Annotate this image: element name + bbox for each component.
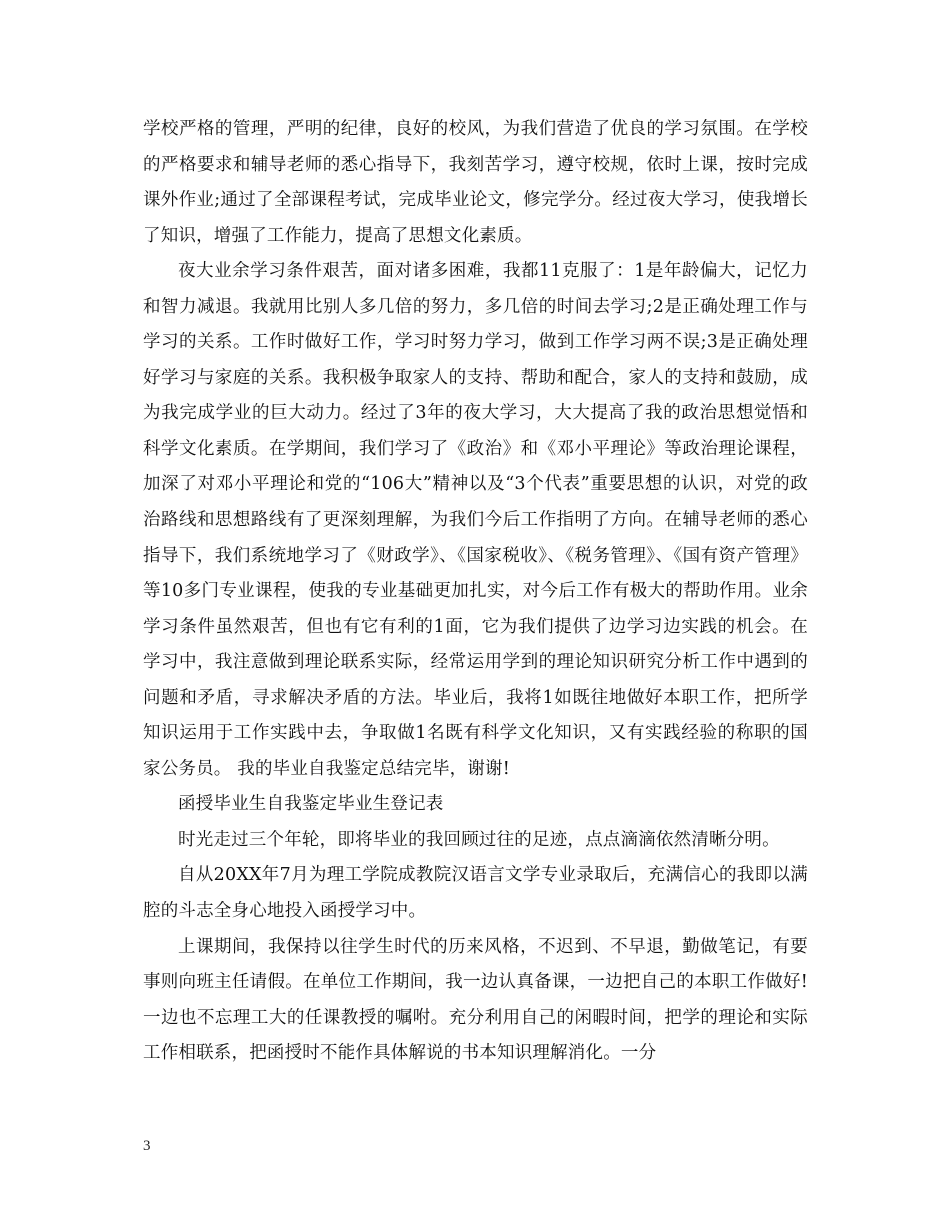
paragraph-three-years: 时光走过三个年轮，即将毕业的我回顾过往的足迹，点点滴滴依然清晰分明。 <box>178 829 780 850</box>
page-number: 3 <box>143 1138 151 1154</box>
paragraph-admission: 自从20XX年7月为理工学院成教院汉语言文学专业录取后，充满信心的我即以满腔的斗志全身心地投入函授学习中。 <box>143 865 808 922</box>
document-body <box>143 112 808 1072</box>
paragraph-night-school-study: 夜大业余学习条件艰苦，面对诸多困难，我都11克服了：1是年龄偏大，记忆力和智力减退。我就用比别人多几倍的努力，多几倍的时间去学习;2是正确处理工作与学习的关系。工作时做好工作，学习时努力学习，做到工作学习两不误;3是正确处理好学习与家庭的关系。我积极争取家人的支持、帮助和配合，家人的支持和鼓励，成为我完成学业的巨大动力。经过了3年的夜大学习，大大提高了我的政治思想觉悟和科学文化素质。在学期间，我们学习了《政治》和《邓小平理论》等政治理论课程，加深了对邓小平理论和党的“106大”精神以及“3个代表”重要思想的认识，对党的政治路线和思想路线有了更深刻理解，为我们今后工作指明了方向。在辅导老师的悉心指导下，我们系统地学习了《财政学》、《国家税收》、《税务管理》、《国有资产管理》等10多门专业课程，使我的专业基础更加扎实，对今后工作有极大的帮助作用。业余学习条件虽然艰苦，但也有它有利的1面，它为我们提供了边学习边实践的机会。在学习中，我注意做到理论联系实际，经常运用学到的理论知识研究分析工作中遇到的问题和矛盾，寻求解决矛盾的方法。毕业后，我将1如既往地做好本职工作，把所学知识运用于工作实践中去，争取做1名既有科学文化知识，又有实践经验的称职的国家公务员。 我的毕业自我鉴定总结完毕，谢谢! <box>143 261 808 779</box>
paragraph-class-period: 上课期间，我保持以往学生时代的历来风格，不迟到、不早退，勤做笔记，有要事则向班主任请假。在单位工作期间，我一边认真备课，一边把自己的本职工作做好!一边也不忘理工大的任课教授的嘱咐。充分利用自己的闲暇时间，把学的理论和实际工作相联系，把函授时不能作具体解说的书本知识理解消化。一分 <box>143 936 808 1064</box>
section-heading-correspondence-graduate: 函授毕业生自我鉴定毕业生登记表 <box>178 794 444 815</box>
paragraph-school-management: 学校严格的管理，严明的纪律，良好的校风，为我们营造了优良的学习氛围。在学校的严格要求和辅导老师的悉心指导下，我刻苦学习，遵守校规，依时上课，按时完成课外作业;通过了全部课程考试，完成毕业论文，修完学分。经过夜大学习，使我增长了知识，增强了工作能力，提高了思想文化素质。 <box>143 119 808 246</box>
